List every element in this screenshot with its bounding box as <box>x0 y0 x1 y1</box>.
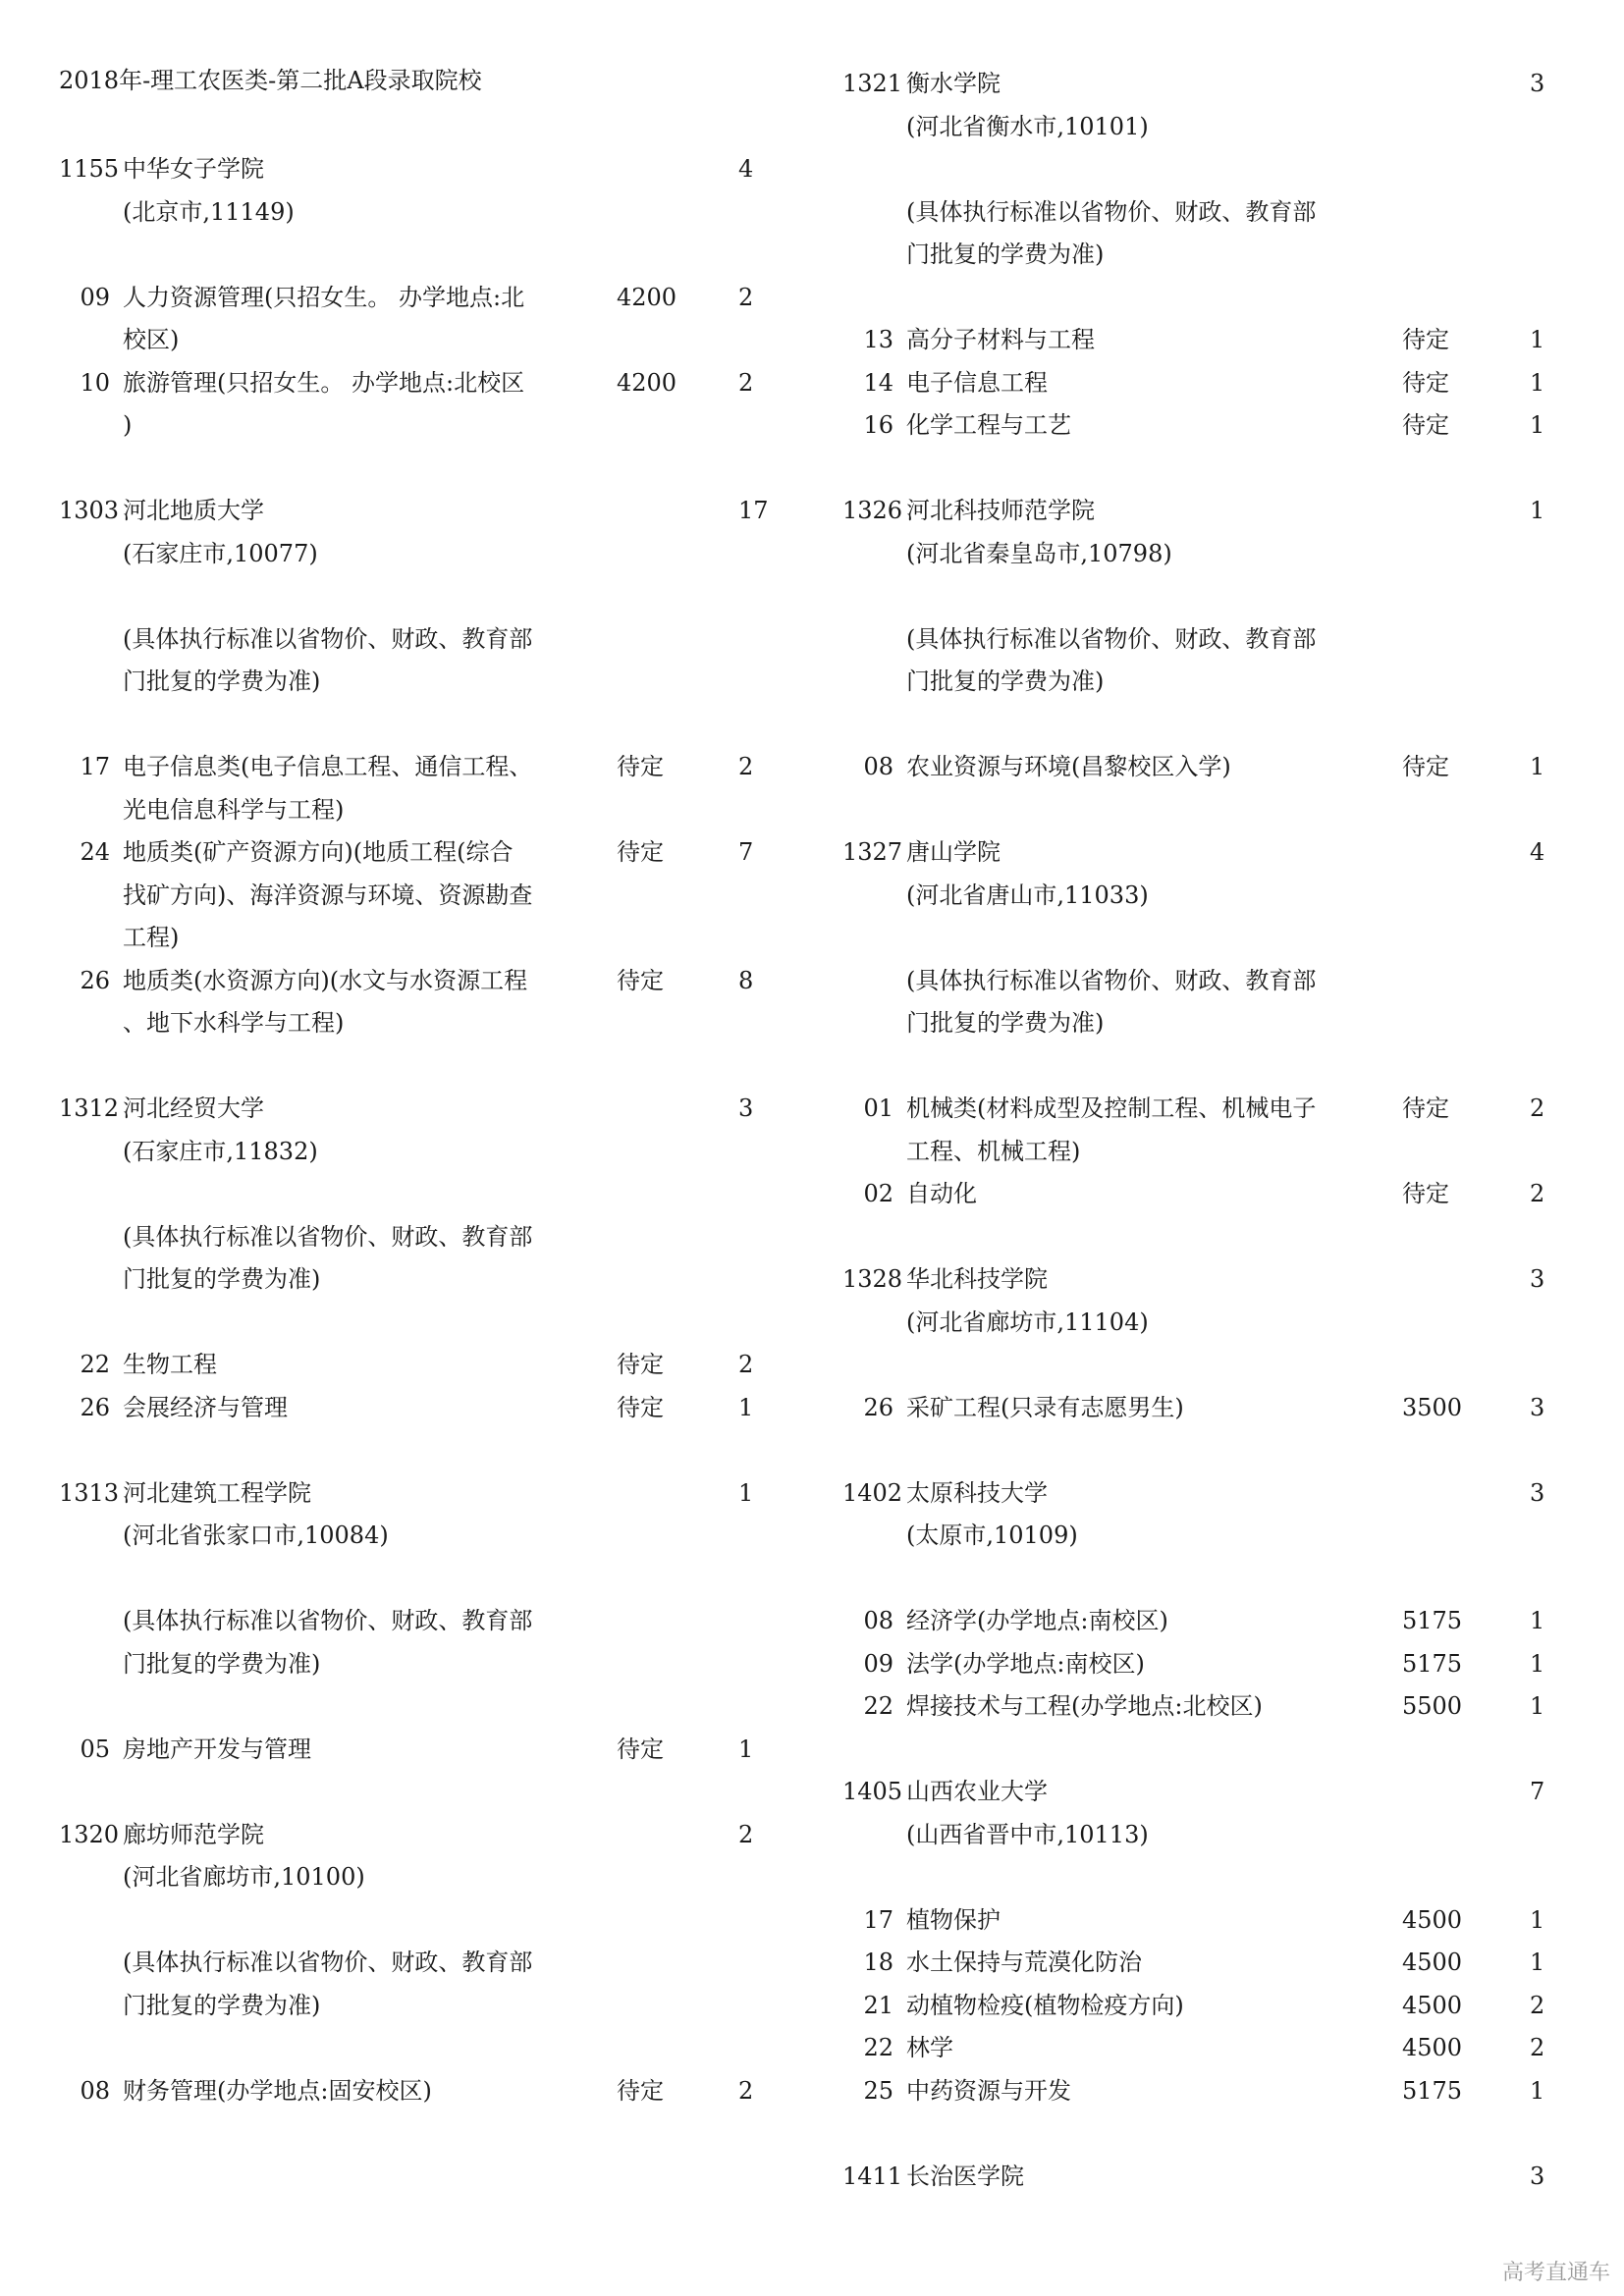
note-text: (具体执行标准以省物价、财政、教育部 <box>906 966 1317 994</box>
plan-count: 1 <box>738 1393 754 1421</box>
major-row <box>59 277 785 320</box>
note-text: 门批复的学费为准) <box>123 1265 321 1293</box>
note-text: ) <box>123 411 133 439</box>
major-row <box>842 1600 1569 1643</box>
school-code: 1328 <box>842 1265 903 1293</box>
tuition-fee: 待定 <box>1402 326 1449 353</box>
note-text: 门批复的学费为准) <box>906 240 1105 268</box>
note-line <box>842 1302 1569 1345</box>
note-line <box>842 106 1569 149</box>
school-code: 1321 <box>842 70 903 97</box>
major-row <box>842 2070 1569 2113</box>
school-code: 1411 <box>842 2162 903 2190</box>
major-code: 13 <box>863 326 893 353</box>
tuition-fee: 4500 <box>1402 2034 1463 2061</box>
plan-count: 1 <box>1530 1607 1545 1634</box>
note-line <box>59 1942 785 1985</box>
blank-line <box>842 148 1569 191</box>
plan-count: 2 <box>738 283 754 311</box>
note-text: (河北省廊坊市,11104) <box>906 1308 1149 1336</box>
school-code: 1402 <box>842 1478 903 1507</box>
note-text: 工程) <box>123 924 180 951</box>
plan-count: 2 <box>738 753 754 780</box>
note-text: (具体执行标准以省物价、财政、教育部 <box>906 197 1317 226</box>
note-line <box>59 789 785 832</box>
major-code: 18 <box>863 1949 893 1976</box>
note-text: (具体执行标准以省物价、财政、教育部 <box>123 1222 533 1251</box>
tuition-fee: 待定 <box>617 966 664 994</box>
plan-count: 3 <box>1530 1478 1545 1507</box>
major-code: 17 <box>863 1905 893 1934</box>
major-name: 动植物检疫(植物检疫方向) <box>906 1991 1184 2019</box>
note-text: (河北省张家口市,10084) <box>123 1522 389 1549</box>
major-code: 14 <box>863 368 893 397</box>
major-name: 人力资源管理(只招女生。 办学地点:北 <box>123 283 525 311</box>
blank-line <box>59 1045 785 1089</box>
note-line <box>59 1216 785 1259</box>
major-name: 林学 <box>906 2034 953 2061</box>
school-name: 河北地质大学 <box>123 497 264 524</box>
school-name: 太原科技大学 <box>906 1478 1048 1507</box>
major-name: 自动化 <box>906 1180 977 1207</box>
plan-count: 2 <box>1530 1991 1545 2019</box>
blank-line <box>842 1045 1569 1089</box>
major-name: 机械类(材料成型及控制工程、机械电子 <box>906 1095 1317 1122</box>
school-row <box>842 1258 1569 1302</box>
school-row <box>842 63 1569 106</box>
note-line <box>842 1002 1569 1045</box>
tuition-fee: 待定 <box>1402 753 1449 780</box>
major-row <box>842 1685 1569 1729</box>
major-code: 09 <box>80 283 110 311</box>
school-name: 中华女子学院 <box>123 155 264 183</box>
tuition-fee: 5500 <box>1402 1692 1463 1720</box>
major-row <box>842 1899 1569 1943</box>
note-line <box>842 191 1569 235</box>
tuition-fee: 待定 <box>1402 1180 1449 1207</box>
major-code: 17 <box>80 753 110 780</box>
school-row <box>59 1814 785 1857</box>
watermark-logo: 高考直通车 <box>1501 2261 1610 2285</box>
school-name: 河北科技师范学院 <box>906 497 1095 524</box>
major-code: 08 <box>863 753 893 780</box>
major-code: 26 <box>80 966 110 994</box>
major-row <box>59 362 785 405</box>
blank-line <box>59 1899 785 1943</box>
plan-count: 3 <box>1530 70 1545 97</box>
plan-count: 3 <box>1530 2162 1545 2190</box>
plan-count: 2 <box>1530 1180 1545 1207</box>
plan-count: 3 <box>1530 1265 1545 1293</box>
major-row <box>59 1344 785 1387</box>
major-name: 水土保持与荒漠化防治 <box>906 1949 1142 1976</box>
major-name: 焊接技术与工程(办学地点:北校区) <box>906 1692 1263 1720</box>
plan-count: 2 <box>738 1351 754 1378</box>
school-row <box>842 2156 1569 2199</box>
blank-line <box>842 1558 1569 1601</box>
note-line <box>59 404 785 448</box>
plan-count: 1 <box>1530 368 1545 397</box>
note-line <box>842 618 1569 662</box>
plan-count: 7 <box>738 838 754 866</box>
note-line <box>842 661 1569 704</box>
major-code: 26 <box>80 1393 110 1421</box>
major-code: 09 <box>863 1649 893 1678</box>
note-text: (具体执行标准以省物价、财政、教育部 <box>123 624 533 653</box>
note-text: (具体执行标准以省物价、财政、教育部 <box>906 624 1317 653</box>
major-name: 高分子材料与工程 <box>906 326 1095 353</box>
tuition-fee: 4200 <box>617 283 677 311</box>
blank-line <box>842 277 1569 320</box>
right-column <box>842 63 1569 2198</box>
major-row <box>59 2070 785 2113</box>
major-name: 法学(办学地点:南校区) <box>906 1649 1145 1678</box>
school-row <box>842 831 1569 875</box>
note-text: (具体执行标准以省物价、财政、教育部 <box>123 1607 533 1634</box>
school-code: 1320 <box>59 1820 120 1848</box>
note-text: 工程、机械工程) <box>906 1137 1081 1165</box>
blank-line <box>59 2027 785 2070</box>
note-line <box>842 234 1569 277</box>
blank-line <box>842 448 1569 491</box>
major-row <box>842 2027 1569 2070</box>
school-name: 河北建筑工程学院 <box>123 1478 311 1507</box>
school-row <box>59 1088 785 1131</box>
blank-line <box>59 1429 785 1472</box>
school-code: 1312 <box>59 1095 120 1122</box>
major-row <box>59 831 785 875</box>
note-line <box>842 960 1569 1003</box>
blank-line <box>842 1429 1569 1472</box>
plan-count: 1 <box>1530 497 1545 524</box>
major-name: 农业资源与环境(昌黎校区入学) <box>906 753 1231 780</box>
tuition-fee: 待定 <box>617 838 664 866</box>
major-name: 电子信息工程 <box>906 368 1048 397</box>
note-text: (具体执行标准以省物价、财政、教育部 <box>123 1949 533 1976</box>
note-text: (河北省衡水市,10101) <box>906 112 1149 140</box>
major-name: 地质类(矿产资源方向)(地质工程(综合 <box>123 838 514 866</box>
note-text: (河北省唐山市,11033) <box>906 881 1149 909</box>
major-row <box>842 404 1569 448</box>
major-code: 05 <box>80 1735 110 1763</box>
major-name: 植物保护 <box>906 1905 1001 1934</box>
major-row <box>842 319 1569 362</box>
note-text: 门批复的学费为准) <box>123 1991 321 2019</box>
major-name: 旅游管理(只招女生。 办学地点:北校区 <box>123 368 525 397</box>
major-name: 地质类(水资源方向)(水文与水资源工程 <box>123 966 528 994</box>
tuition-fee: 4500 <box>1402 1905 1463 1934</box>
school-name: 山西农业大学 <box>906 1778 1048 1805</box>
tuition-fee: 4500 <box>1402 1949 1463 1976</box>
major-name: 电子信息类(电子信息工程、通信工程、 <box>123 753 533 780</box>
tuition-fee: 待定 <box>617 1393 664 1421</box>
note-line <box>59 1985 785 2028</box>
blank-line <box>842 704 1569 747</box>
school-code: 1327 <box>842 838 903 866</box>
note-line <box>59 1002 785 1045</box>
blank-line <box>842 575 1569 618</box>
major-row <box>59 960 785 1003</box>
note-line <box>59 1643 785 1686</box>
plan-count: 1 <box>1530 1692 1545 1720</box>
note-text: 找矿方向)、海洋资源与环境、资源勘查 <box>123 881 533 909</box>
school-name: 唐山学院 <box>906 838 1001 866</box>
plan-count: 17 <box>738 497 769 524</box>
tuition-fee: 待定 <box>1402 1095 1449 1122</box>
note-line <box>59 661 785 704</box>
plan-count: 1 <box>1530 2076 1545 2105</box>
note-line <box>59 875 785 918</box>
plan-count: 1 <box>738 1735 754 1763</box>
plan-count: 3 <box>738 1095 754 1122</box>
plan-count: 2 <box>1530 2034 1545 2061</box>
major-name: 生物工程 <box>123 1351 217 1378</box>
plan-count: 1 <box>1530 326 1545 353</box>
note-line <box>842 1515 1569 1558</box>
note-line <box>59 917 785 960</box>
blank-line <box>59 1685 785 1729</box>
note-text: 门批复的学费为准) <box>123 1649 321 1678</box>
major-row <box>842 1942 1569 1985</box>
blank-line <box>59 1558 785 1601</box>
tuition-fee: 5175 <box>1402 1607 1463 1634</box>
major-code: 24 <box>80 838 110 866</box>
major-row <box>842 1387 1569 1430</box>
tuition-fee: 5175 <box>1402 2076 1463 2105</box>
tuition-fee: 待定 <box>617 2076 664 2105</box>
plan-count: 1 <box>1530 1905 1545 1934</box>
major-code: 22 <box>80 1351 110 1378</box>
school-row <box>842 490 1569 533</box>
note-text: (河北省秦皇岛市,10798) <box>906 539 1172 567</box>
major-code: 26 <box>863 1393 893 1421</box>
note-line <box>59 1131 785 1174</box>
blank-line <box>842 1216 1569 1259</box>
major-row <box>842 1173 1569 1216</box>
major-name: 中药资源与开发 <box>906 2076 1071 2105</box>
tuition-fee: 待定 <box>617 1735 664 1763</box>
school-row <box>842 1472 1569 1516</box>
note-line <box>59 1600 785 1643</box>
note-text: (太原市,10109) <box>906 1522 1078 1549</box>
school-row <box>842 1771 1569 1814</box>
tuition-fee: 5175 <box>1402 1649 1463 1678</box>
major-row <box>842 1643 1569 1686</box>
school-row <box>59 490 785 533</box>
plan-count: 1 <box>1530 1649 1545 1678</box>
plan-count: 2 <box>738 1820 754 1848</box>
tuition-fee: 待定 <box>617 753 664 780</box>
major-name: 化学工程与工艺 <box>906 411 1071 439</box>
blank-line <box>59 448 785 491</box>
note-text: (石家庄市,11832) <box>123 1137 318 1165</box>
major-name: 采矿工程(只录有志愿男生) <box>906 1393 1184 1421</box>
major-row <box>59 746 785 789</box>
school-name: 廊坊师范学院 <box>123 1820 264 1848</box>
school-code: 1405 <box>842 1778 903 1805</box>
major-name: 经济学(办学地点:南校区) <box>906 1607 1168 1634</box>
note-text: 、地下水科学与工程) <box>123 1009 345 1037</box>
major-code: 21 <box>863 1991 893 2019</box>
school-code: 1155 <box>59 155 120 183</box>
tuition-fee: 待定 <box>1402 411 1449 439</box>
tuition-fee: 4200 <box>617 368 677 397</box>
school-name: 华北科技学院 <box>906 1265 1048 1293</box>
major-code: 01 <box>863 1095 893 1122</box>
school-name: 河北经贸大学 <box>123 1095 264 1122</box>
note-line <box>59 1856 785 1899</box>
major-code: 10 <box>80 368 110 397</box>
major-code: 22 <box>863 2034 893 2061</box>
note-line <box>59 191 785 235</box>
page-title: 2018年-理工农医类-第二批A段录取院校 <box>59 67 482 94</box>
note-text: 校区) <box>123 326 180 353</box>
major-row <box>842 362 1569 405</box>
school-name: 长治医学院 <box>906 2162 1024 2190</box>
blank-line <box>842 1344 1569 1387</box>
left-column <box>59 63 785 2112</box>
plan-count: 4 <box>738 155 754 183</box>
note-line <box>842 1814 1569 1857</box>
major-code: 16 <box>863 411 893 439</box>
major-code: 02 <box>863 1180 893 1207</box>
blank-line <box>59 1173 785 1216</box>
major-code: 08 <box>80 2076 110 2105</box>
note-text: 门批复的学费为准) <box>906 1009 1105 1037</box>
blank-line <box>842 1729 1569 1772</box>
plan-count: 1 <box>1530 411 1545 439</box>
blank-line <box>59 704 785 747</box>
major-row <box>842 1985 1569 2028</box>
plan-count: 2 <box>738 2076 754 2105</box>
school-row <box>59 1472 785 1516</box>
note-text: (石家庄市,10077) <box>123 539 318 567</box>
school-code: 1313 <box>59 1478 120 1507</box>
note-text: 门批复的学费为准) <box>123 667 321 695</box>
major-code: 25 <box>863 2076 893 2105</box>
blank-line <box>59 1771 785 1814</box>
blank-line <box>842 789 1569 832</box>
school-code: 1326 <box>842 497 903 524</box>
note-line <box>842 1131 1569 1174</box>
plan-count: 2 <box>738 368 754 397</box>
major-code: 22 <box>863 1692 893 1720</box>
tuition-fee: 4500 <box>1402 1991 1463 2019</box>
plan-count: 3 <box>1530 1393 1545 1421</box>
major-name: 会展经济与管理 <box>123 1393 288 1421</box>
school-row <box>59 148 785 191</box>
tuition-fee: 待定 <box>1402 368 1449 397</box>
note-text: (河北省廊坊市,10100) <box>123 1863 365 1891</box>
blank-line <box>59 1302 785 1345</box>
note-line <box>59 533 785 576</box>
plan-count: 4 <box>1530 838 1545 866</box>
blank-line <box>59 234 785 277</box>
major-code: 08 <box>863 1607 893 1634</box>
plan-count: 1 <box>1530 753 1545 780</box>
blank-line <box>842 1856 1569 1899</box>
plan-count: 1 <box>738 1478 754 1507</box>
plan-count: 1 <box>1530 1949 1545 1976</box>
major-row <box>842 746 1569 789</box>
major-row <box>59 1729 785 1772</box>
school-name: 衡水学院 <box>906 70 1001 97</box>
major-name: 房地产开发与管理 <box>123 1735 311 1763</box>
blank-line <box>842 917 1569 960</box>
blank-line <box>59 106 785 149</box>
major-row <box>842 1088 1569 1131</box>
plan-count: 2 <box>1530 1095 1545 1122</box>
note-line <box>59 1258 785 1302</box>
note-line <box>842 533 1569 576</box>
note-text: 光电信息科学与工程) <box>123 795 345 824</box>
note-text: 门批复的学费为准) <box>906 667 1105 695</box>
major-name: 财务管理(办学地点:固安校区) <box>123 2076 432 2105</box>
note-line <box>59 319 785 362</box>
plan-count: 8 <box>738 966 754 994</box>
blank-line <box>842 2112 1569 2156</box>
note-text: (北京市,11149) <box>123 197 295 226</box>
plan-count: 7 <box>1530 1778 1545 1805</box>
blank-line <box>59 63 785 106</box>
blank-line <box>59 575 785 618</box>
major-row <box>59 1387 785 1430</box>
note-line <box>59 618 785 662</box>
note-line <box>842 875 1569 918</box>
tuition-fee: 待定 <box>617 1351 664 1378</box>
note-line <box>59 1515 785 1558</box>
tuition-fee: 3500 <box>1402 1393 1463 1421</box>
note-text: (山西省晋中市,10113) <box>906 1820 1149 1848</box>
school-code: 1303 <box>59 497 120 524</box>
